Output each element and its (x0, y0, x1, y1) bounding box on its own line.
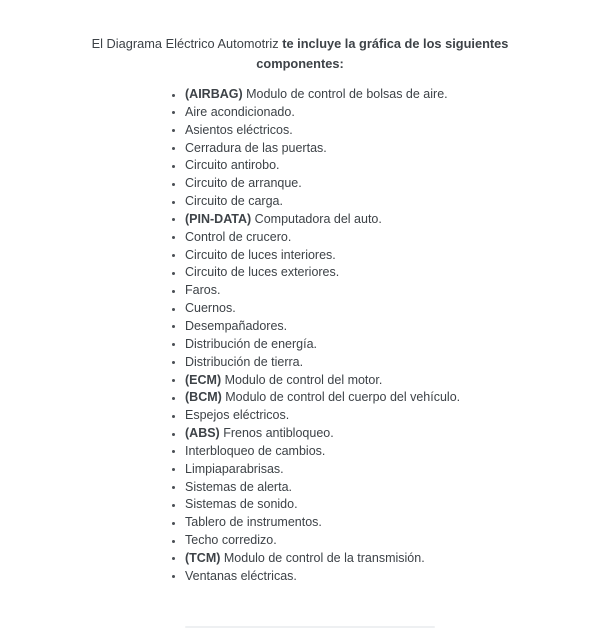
page-title (0, 34, 600, 74)
item-text: Techo corredizo. (185, 533, 277, 548)
item-text: Cuernos. (185, 301, 236, 316)
item-code: (ABS) (185, 426, 224, 441)
list-item (170, 264, 600, 282)
bullet-icon (172, 504, 175, 507)
bullet-icon (172, 522, 175, 525)
bullet-icon (172, 575, 175, 578)
bullet-icon (172, 183, 175, 186)
item-text: Interbloqueo de cambios. (185, 443, 326, 458)
bullet-icon (172, 379, 175, 382)
item-code: (PIN-DATA) (185, 211, 255, 226)
bullet-icon (172, 147, 175, 150)
item-text: Circuito de carga. (185, 194, 283, 209)
components-list (170, 86, 600, 586)
list-item (170, 122, 600, 140)
item-text: Sistemas de sonido. (185, 497, 298, 512)
title-bold-part: te incluye la gráfica de los siguientes (282, 36, 509, 51)
item-code: (BCM) (185, 390, 226, 405)
list-item (170, 193, 600, 211)
bullet-icon (172, 218, 175, 221)
list-item (170, 336, 600, 354)
item-text: Cerradura de las puertas. (185, 140, 327, 155)
cutoff-element (185, 626, 435, 628)
item-text: Modulo de control del cuerpo del vehículo. (225, 390, 461, 405)
item-text: Modulo de control de bolsas de aire. (246, 87, 448, 101)
item-text: Distribución de energía. (185, 336, 318, 351)
item-text: Desempañadores. (185, 318, 288, 333)
bullet-icon (172, 540, 175, 543)
bullet-icon (172, 129, 175, 132)
list-item (170, 282, 600, 300)
bullet-icon (172, 111, 175, 114)
item-text: Control de crucero. (185, 229, 292, 244)
item-text: Faros. (185, 283, 221, 298)
item-text: Espejos eléctricos. (185, 408, 290, 423)
item-text: Sistemas de alerta. (185, 479, 292, 494)
list-item (170, 211, 600, 229)
item-text: Circuito de arranque. (185, 176, 302, 191)
bullet-icon (172, 272, 175, 275)
list-item (170, 300, 600, 318)
bullet-icon (172, 308, 175, 311)
bullet-icon (172, 165, 175, 168)
list-item (170, 318, 600, 336)
bullet-icon (172, 254, 175, 257)
item-text: Computadora del auto. (254, 211, 382, 226)
bullet-icon (172, 290, 175, 293)
list-item (170, 568, 600, 586)
item-text: Circuito de luces interiores. (185, 247, 336, 262)
item-text: Asientos eléctricos. (185, 122, 293, 137)
bullet-icon (172, 486, 175, 489)
bullet-icon (172, 361, 175, 364)
item-text: Distribución de tierra. (185, 354, 304, 369)
list-item (170, 389, 600, 407)
item-code: (ECM) (185, 372, 225, 387)
item-text: Limpiaparabrisas. (185, 461, 284, 476)
item-text: Modulo de control de la transmisión. (223, 550, 425, 565)
list-item (170, 514, 600, 532)
list-item (170, 354, 600, 372)
bullet-icon (172, 433, 175, 436)
list-item (170, 175, 600, 193)
list-item (170, 425, 600, 443)
list-item (170, 157, 600, 175)
list-item (170, 86, 600, 104)
title-regular-part: El Diagrama Eléctrico Automotriz (91, 36, 279, 51)
item-code: (TCM) (185, 550, 224, 565)
list-item (170, 372, 600, 390)
bullet-icon (172, 397, 175, 400)
list-item (170, 479, 600, 497)
bullet-icon (172, 450, 175, 453)
bullet-icon (172, 343, 175, 346)
title-bold-line2: componentes: (256, 56, 344, 71)
bullet-icon (172, 557, 175, 560)
bullet-icon (172, 415, 175, 418)
item-text: Modulo de control del motor. (224, 372, 383, 387)
list-item (170, 247, 600, 265)
item-text: Ventanas eléctricas. (185, 568, 297, 583)
item-code: (AIRBAG) (185, 87, 247, 101)
list-item (170, 140, 600, 158)
list-item (170, 496, 600, 514)
list-item (170, 443, 600, 461)
bullet-icon (172, 94, 175, 97)
item-text: Frenos antibloqueo. (223, 426, 334, 441)
item-text: Tablero de instrumentos. (185, 515, 322, 530)
list-item (170, 550, 600, 568)
list-item (170, 532, 600, 550)
page (0, 34, 600, 586)
item-text: Circuito antirobo. (185, 158, 280, 173)
bullet-icon (172, 468, 175, 471)
list-item (170, 104, 600, 122)
bullet-icon (172, 236, 175, 239)
list-item (170, 229, 600, 247)
list-item (170, 407, 600, 425)
bullet-icon (172, 325, 175, 328)
item-text: Aire acondicionado. (185, 104, 295, 119)
list-item (170, 461, 600, 479)
item-text: Circuito de luces exteriores. (185, 265, 340, 280)
bullet-icon (172, 201, 175, 204)
